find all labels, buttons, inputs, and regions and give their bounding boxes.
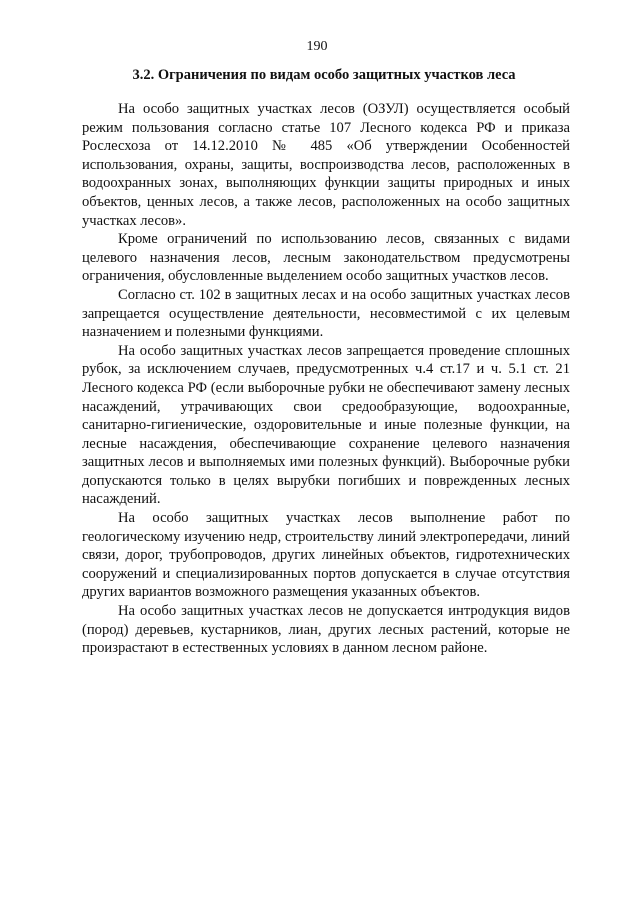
section-heading: 3.2. Ограничения по видам особо защитных участков леса — [132, 67, 516, 83]
body-text — [82, 100, 570, 658]
paragraph: На особо защитных участках лесов (ОЗУЛ) осуществляется особый режим пользования согласно статье 107 Лесного кодекса РФ и приказа Рослесхоза от 14.12.2010 № 485 «Об утверждении Особенностей использования, охраны, защиты, воспроизводства лесов, расположенных в водоохранных зонах, выполняющих функции защиты природных и иных объектов, ценных лесов, а также лесов, расположенных на особо защитных участках лесов». — [82, 101, 570, 229]
paragraph: Кроме ограничений по использованию лесов, связанных с видами целевого назначения лесов, лесным законодательством предусмотрены ограничения, обусловленные выделением особо защитных участков лесов. — [82, 231, 570, 285]
page-number: 190 — [306, 39, 328, 54]
paragraph: Согласно ст. 102 в защитных лесах и на особо защитных участках лесов запрещается осуществление деятельности, несовместимой с их целевым назначением и полезными функциями. — [82, 286, 570, 341]
paragraph: На особо защитных участках лесов запрещается проведение сплошных рубок, за исключением случаев, предусмотренных ч.4 ст.17 и ч. 5.1 ст. 21 Лесного кодекса РФ (если выборочные рубки не обеспечивают замену лесных насаждений, утрачивающих свои средообразующие, водоохранные, санитарно-гигиенические, оздоровительные и иные полезные функции, на лесные насаждения, обеспечивающие сохранение целевого назначения защитных лесов и выполняемых ими полезных функций). Выборочные рубки допускаются только в целях вырубки погибших и поврежденных лесных насаждений. — [82, 342, 570, 508]
paragraph: На особо защитных участках лесов не допускается интродукция видов (пород) деревьев, кустарников, лиан, других лесных растений, которые не произрастают в естественных условиях в данном лесном районе. — [82, 603, 570, 657]
paragraph: На особо защитных участках лесов выполнение работ по геологическому изучению недр, строительству линий электропередачи, линий связи, дорог, трубопроводов, других линейных объектов, гидротехнических сооружений и специализированных портов допускается в случае отсутствия других вариантов возможного размещения указанных объектов. — [82, 510, 570, 601]
